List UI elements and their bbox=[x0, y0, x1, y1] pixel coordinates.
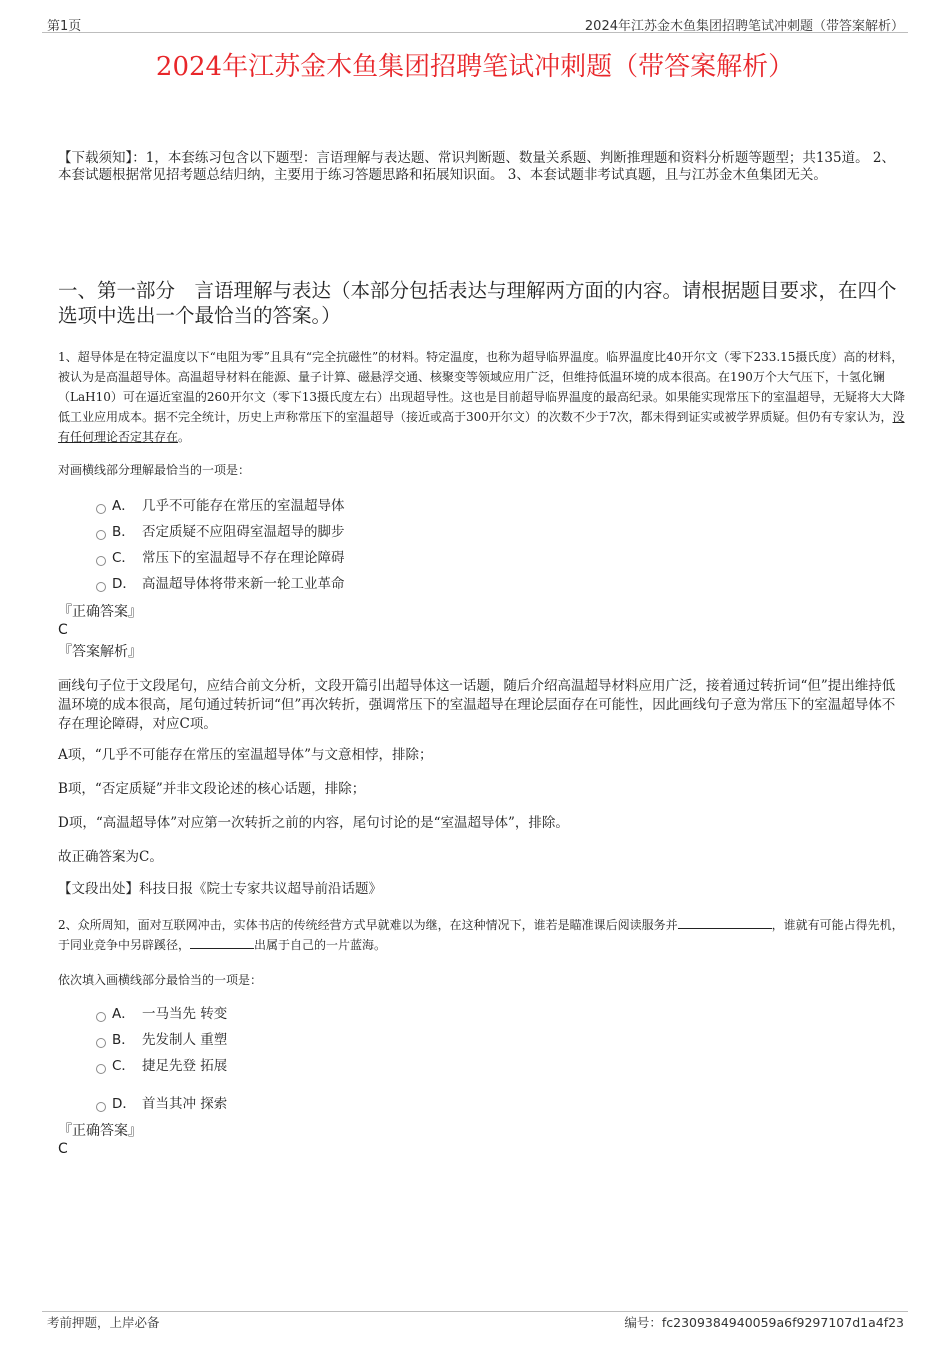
radio-icon[interactable] bbox=[96, 1012, 106, 1022]
blank-1 bbox=[678, 916, 772, 929]
blank-2 bbox=[190, 936, 254, 949]
q1-analysis-b: B项，“否定质疑”并非文段论述的核心话题，排除； bbox=[58, 781, 366, 797]
footer-code: 编号：fc2309384940059a6f9297107d1a4f23 bbox=[624, 1315, 904, 1330]
question-2-stem: 2、众所周知，面对互联网冲击，实体书店的传统经营方式早就难以为继，在这种情况下，谁若是瞄准课后阅读服务并 ，谁就有可能占得先机，于同业竞争中另辟蹊径， 出属于自己的一片蓝海。 bbox=[58, 918, 904, 952]
q1-analysis-conclusion: 故正确答案为C。 bbox=[58, 849, 163, 865]
header-divider bbox=[42, 32, 908, 33]
radio-icon[interactable] bbox=[96, 1038, 106, 1048]
q1-analysis-main: 画线句子位于文段尾句，应结合前文分析，文段开篇引出超导体这一话题，随后介绍高温超导材料应用广泛，接着通过转折词“但”提出维持低温环境的成本很高，尾句通过转折词“但”再次转折，强调常压下的室温超导在理论层面存在可能性，因此画线句子意为常压下的室温超导体不存在理论障碍，对应C项。 bbox=[58, 678, 896, 732]
q2-answer: C bbox=[58, 1141, 68, 1157]
q2-option-b[interactable]: B． 先发制人 重塑 bbox=[96, 1030, 227, 1050]
q2-option-c[interactable]: C． 捷足先登 拓展 bbox=[96, 1056, 227, 1076]
question-1-stem-end: 。 bbox=[178, 430, 191, 444]
q1-option-d[interactable]: D． 高温超导体将带来新一轮工业革命 bbox=[96, 574, 345, 594]
q1-option-c[interactable]: C． 常压下的室温超导不存在理论障碍 bbox=[96, 548, 345, 568]
radio-icon[interactable] bbox=[96, 556, 106, 566]
q2-option-a[interactable]: A． 一马当先 转变 bbox=[96, 1004, 227, 1024]
q1-analysis-a: A项，“几乎不可能存在常压的室温超导体”与文意相悖，排除； bbox=[58, 747, 433, 763]
section-title: 一、第一部分 言语理解与表达（本部分包括表达与理解两方面的内容。请根据题目要求，在四个选项中选出一个最恰当的答案。） bbox=[58, 279, 897, 327]
radio-icon[interactable] bbox=[96, 1064, 106, 1074]
page-number: 第1页 bbox=[47, 19, 82, 34]
question-1-stem bbox=[58, 347, 908, 447]
q2-answer-label: 『正确答案』 bbox=[58, 1123, 142, 1139]
question-1-prompt: 对画横线部分理解最恰当的一项是： bbox=[58, 463, 251, 477]
q1-analysis-d: D项，“高温超导体”对应第一次转折之前的内容，尾句讨论的是“室温超导体”，排除。 bbox=[58, 815, 569, 831]
q1-answer-label: 『正确答案』 bbox=[58, 604, 142, 620]
page-title: 2024年江苏金木鱼集团招聘笔试冲刺题（带答案解析） bbox=[155, 52, 795, 82]
q1-option-a[interactable]: A． 几乎不可能存在常压的室温超导体 bbox=[96, 496, 345, 516]
q1-analysis-label: 『答案解析』 bbox=[58, 644, 142, 660]
download-notice: 【下载须知】：1，本套练习包含以下题型：言语理解与表达题、常识判断题、数量关系题、判断推理题和资料分析题等题型；共135道。 2、本套试题根据常见招考题总结归纳，主要用于练习答题思路和拓展知识面。 3、本套试题非考试真题，且与江苏金木鱼集团无关。 bbox=[58, 150, 895, 183]
footer-divider bbox=[42, 1311, 908, 1312]
question-1-underlined: 没有任何理论否定其存在 bbox=[58, 410, 905, 444]
q1-answer: C bbox=[58, 622, 68, 638]
radio-icon[interactable] bbox=[96, 530, 106, 540]
q2-option-d[interactable]: D． 首当其冲 探索 bbox=[96, 1094, 227, 1114]
q1-source: 【文段出处】科技日报《院士专家共议超导前沿话题》 bbox=[58, 881, 382, 897]
footer-slogan: 考前押题，上岸必备 bbox=[47, 1315, 160, 1330]
radio-icon[interactable] bbox=[96, 504, 106, 514]
question-2-prompt: 依次填入画横线部分最恰当的一项是： bbox=[58, 973, 263, 987]
radio-icon[interactable] bbox=[96, 1102, 106, 1112]
q1-option-b[interactable]: B． 否定质疑不应阻碍室温超导的脚步 bbox=[96, 522, 345, 542]
header-doc-title: 2024年江苏金木鱼集团招聘笔试冲刺题（带答案解析） bbox=[584, 19, 904, 34]
radio-icon[interactable] bbox=[96, 582, 106, 592]
question-1-stem-text: 1、超导体是在特定温度以下“电阻为零”且具有“完全抗磁性”的材料。特定温度，也称为超导临界温度。临界温度比40开尔文（零下233.15摄氏度）高的材料，被认为是高温超导体。高温超导材料在能源、量子计算、磁悬浮交通、核聚变等领域应用广泛，但维持低温环境的成本很高。在190万个大气压下，十氢化镧（LaH10）可在逼近室温的260开尔文（零下13摄氏度左右）出现超导性。这也是目前超导临界温度的最高纪录。如果能实现常压下的室温超导，无疑将大大降低工业应用成本。据不完全统计，历史上声称常压下的室温超导（接近或高于300开尔文）的次数不少于7次，都未得到证实或被学界质疑。但仍有专家认为， bbox=[58, 350, 906, 424]
